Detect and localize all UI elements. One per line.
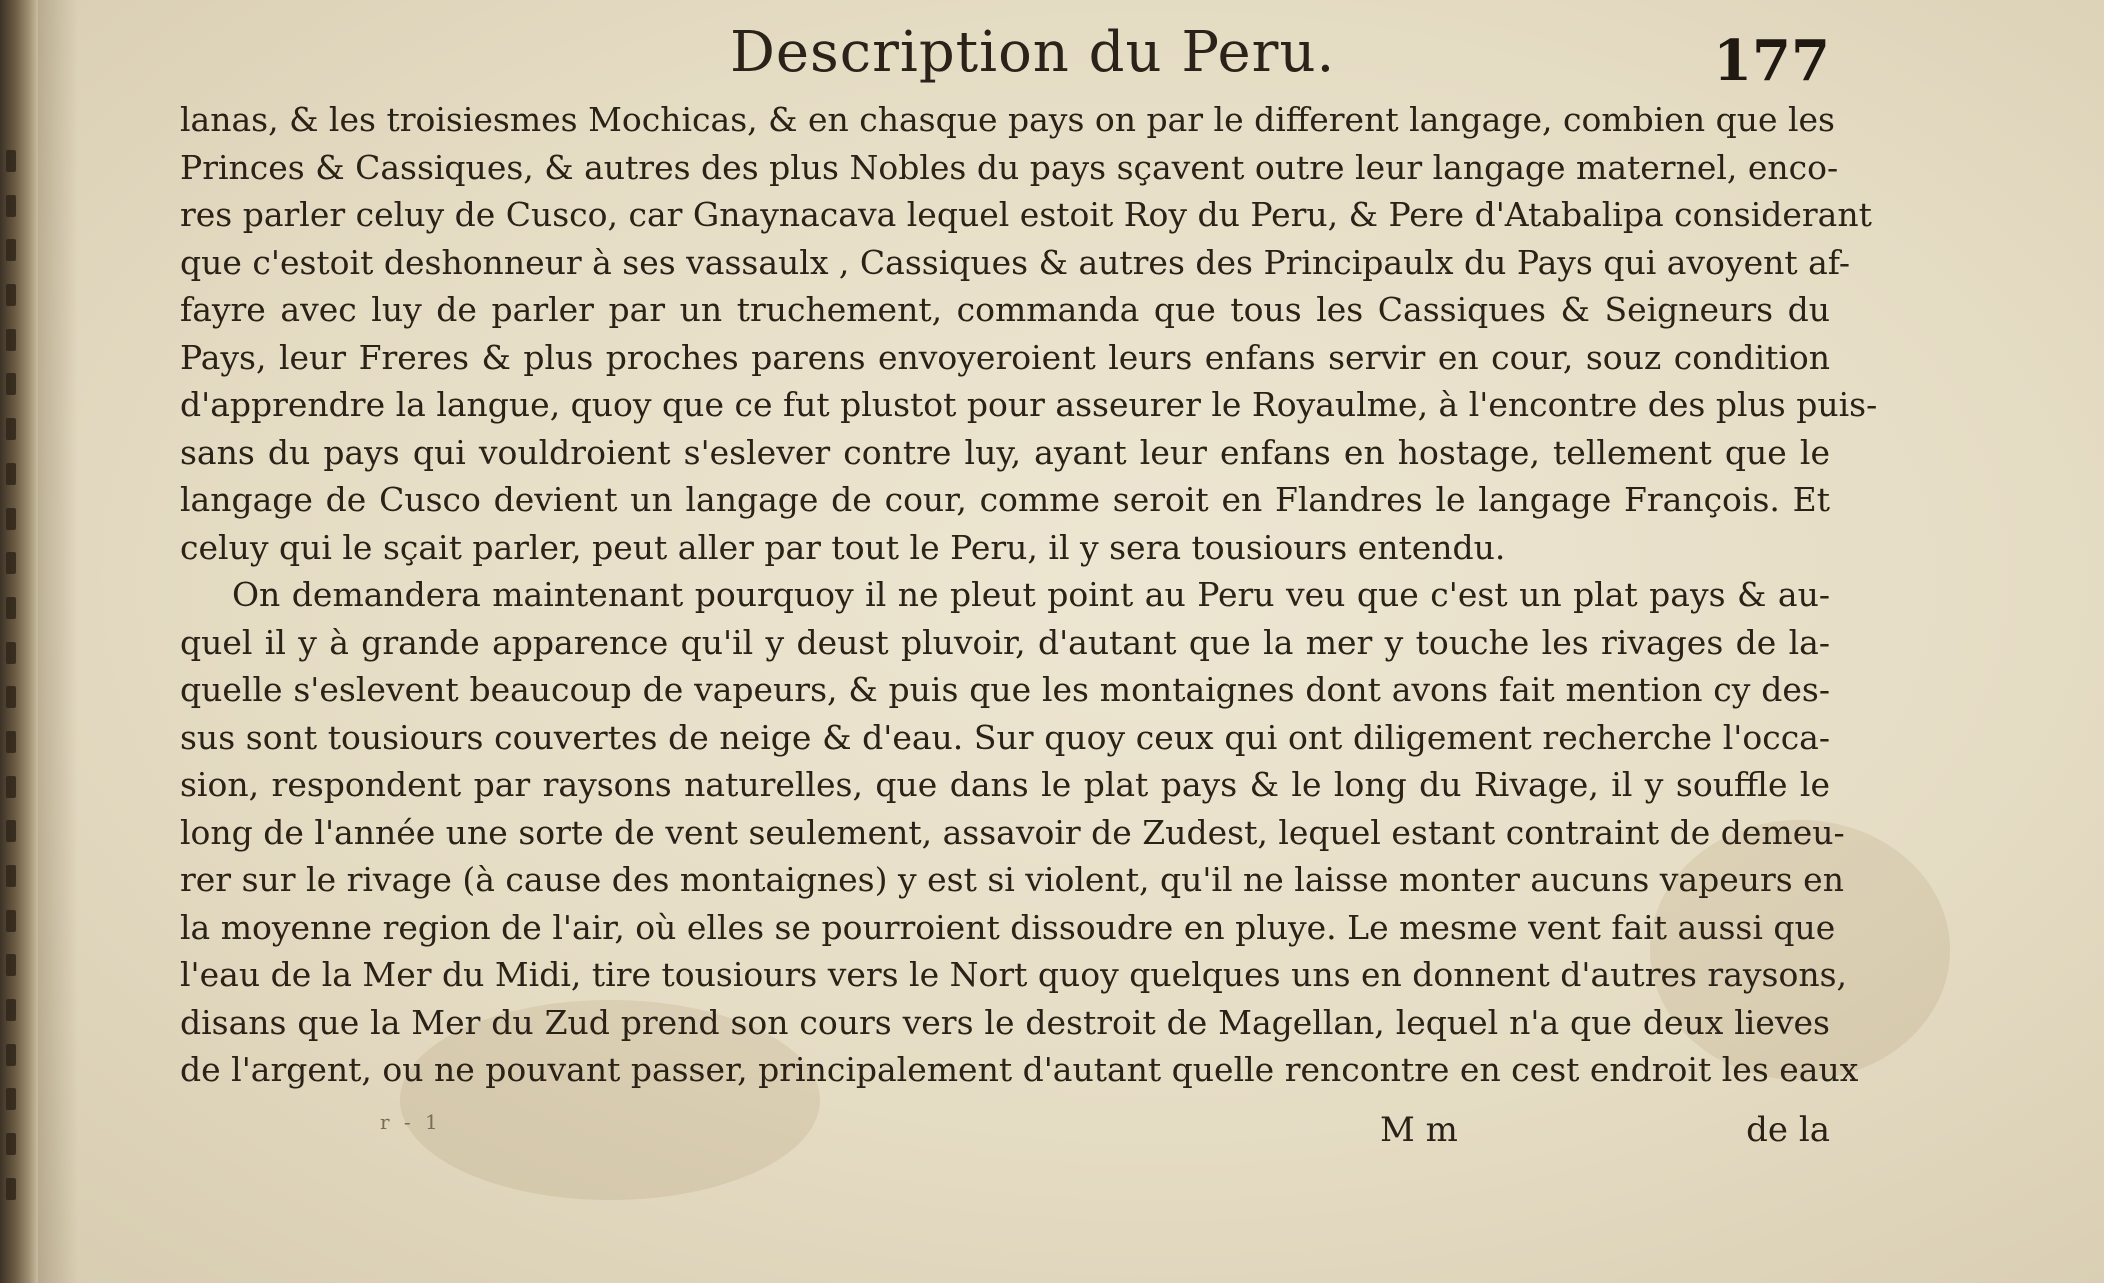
page-header (180, 20, 1840, 100)
catchword: de la (1746, 1110, 1830, 1150)
text-line: la moyenne region de l'air, où elles se pourroient dissoudre en pluye. Le mesme vent fait aussi que (180, 907, 1836, 947)
text-line: On demandera maintenant pourquoy il ne pleut point au Peru veu que c'est un plat pays & au- (232, 575, 1830, 614)
text-line: sus sont tousiours couvertes de neige & d'eau. Sur quoy ceux qui ont diligement recherche l'occa- (180, 717, 1830, 757)
text-line: celuy qui le sçait parler, peut aller par tout le Peru, il y sera tousiours entendu. (180, 527, 1506, 567)
page-number: 177 (1713, 28, 1830, 94)
text-line: quel il y à grande apparence qu'il y deust pluvoir, d'autant que la mer y touche les rivages de la- (180, 622, 1830, 662)
text-line: que c'estoit deshonneur à ses vassaulx , Cassiques & autres des Principaulx du Pays qui avoyent af- (180, 242, 1850, 282)
text-line: res parler celuy de Cusco, car Gnaynacava lequel estoit Roy du Peru, & Pere d'Atabalipa considerant (180, 195, 1872, 234)
text-line: l'eau de la Mer du Midi, tire tousiours vers le Nort quoy quelques uns en donnent d'autres raysons, (180, 955, 1847, 994)
text-line: disans que la Mer du Zud prend son cours vers le destroit de Magellan, lequel n'a que deux lieves (180, 1002, 1830, 1042)
text-line: long de l'année une sorte de vent seulement, assavoir de Zudest, lequel estant contraint de demeu- (180, 812, 1845, 852)
running-title: Description du Peru. (730, 20, 1336, 85)
text-line: d'apprendre la langue, quoy que ce fut plustot pour asseurer le Royaulme, à l'encontre des plus puis- (180, 385, 1878, 424)
text-line: langage de Cusco devient un langage de cour, comme seroit en Flandres le langage François. Et (180, 480, 1830, 519)
folio-mark: r - 1 (380, 1110, 442, 1134)
signature-mark: M m (1380, 1110, 1458, 1150)
text-line: de l'argent, ou ne pouvant passer, principalement d'autant quelle rencontre en cest endroit les eaux (180, 1050, 1859, 1089)
text-line: Pays, leur Freres & plus proches parens envoyeroient leurs enfans servir en cour, souz condition (180, 337, 1830, 377)
text-line: quelle s'eslevent beaucoup de vapeurs, & puis que les montaignes dont avons fait mention cy des- (180, 670, 1830, 709)
text-line: fayre avec luy de parler par un truchement, commanda que tous les Cassiques & Seigneurs du (180, 290, 1830, 329)
text-line: lanas, & les troisiesmes Mochicas, & en chasque pays on par le different langage, combien que les (180, 100, 1835, 139)
book-binding (0, 0, 38, 1283)
text-line: Princes & Cassiques, & autres des plus Nobles du pays sçavent outre leur langage maternel, enco- (180, 147, 1839, 187)
body-text (180, 96, 1878, 1094)
page-footer (180, 1110, 1830, 1160)
text-line: sans du pays qui vouldroient s'eslever contre luy, ayant leur enfans en hostage, tellement que le (180, 432, 1830, 472)
text-line: rer sur le rivage (à cause des montaignes) y est si violent, qu'il ne laisse monter aucuns vapeurs en (180, 860, 1844, 899)
gutter-marks (6, 150, 20, 1200)
page-shadow (38, 0, 78, 1283)
text-line: sion, respondent par raysons naturelles, que dans le plat pays & le long du Rivage, il y souffle le (180, 765, 1830, 804)
